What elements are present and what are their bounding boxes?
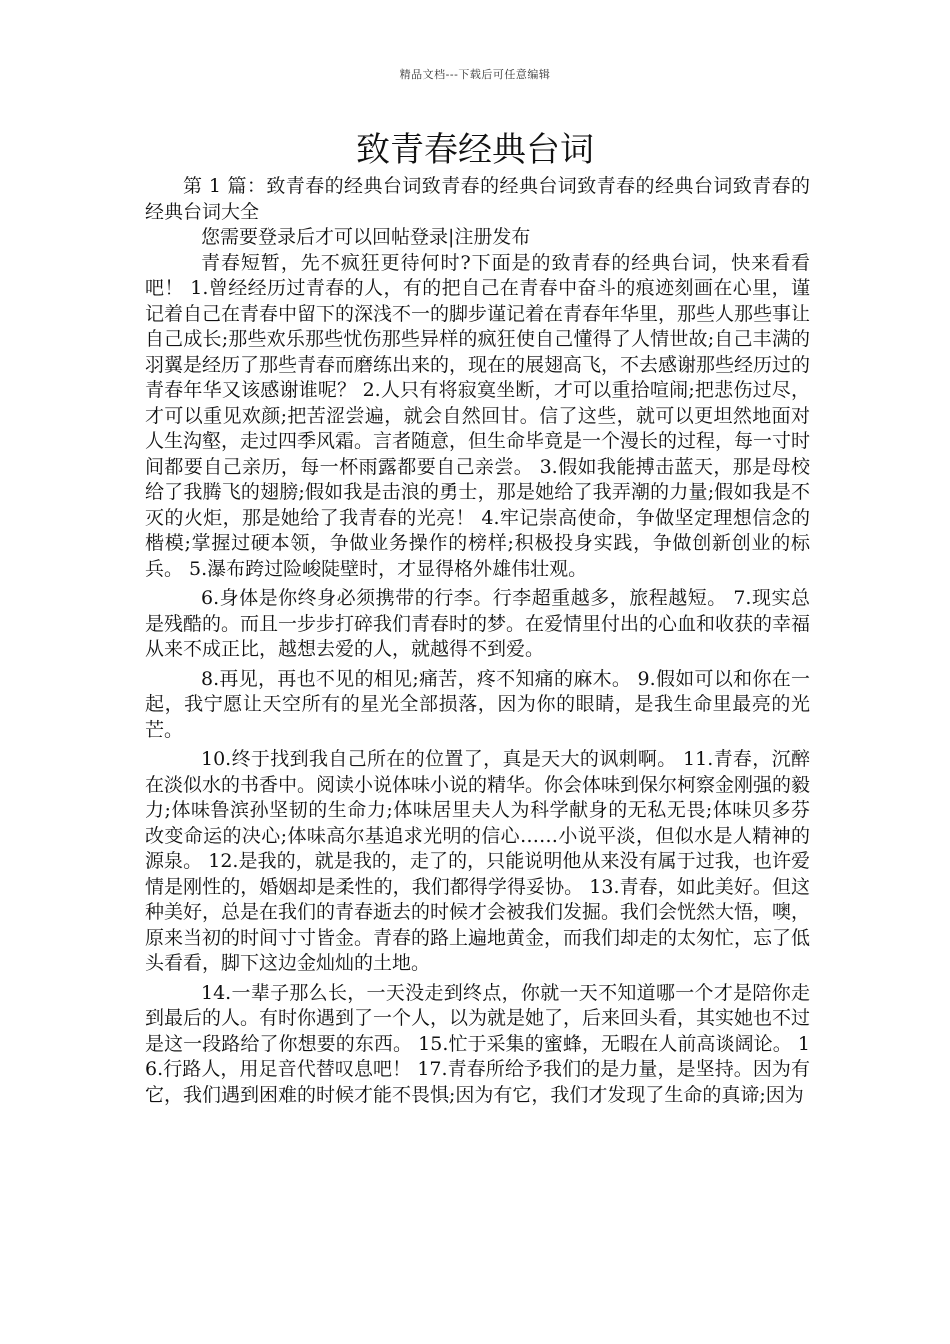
document-body: [145, 174, 810, 1108]
document-title: 致青春经典台词: [356, 130, 594, 170]
paragraph-quotes-1-5: 青春短暂，先不疯狂更待何时?下面是的致青春的经典台词，快来看看吧！ 1.曾经经历过青春的人，有的把自己在青春中奋斗的痕迹刻画在心里，谨记着自己在青春中留下的深浅不一的脚步谨记着在青春年华里，那些人那些事让自己成长;那些欢乐那些忧伤那些异样的疯狂使自己懂得了人情世故;自己丰满的羽翼是经历了那些青春而磨练出来的，现在的展翅高飞，不去感谢那些经历过的青春年华又该感谢谁呢？ 2.人只有将寂寞坐断，才可以重拾喧闹;把悲伤过尽，才可以重见欢颜;把苦涩尝遍，就会自然回甘。信了这些，就可以更坦然地面对人生沟壑，走过四季风霜。言者随意，但生命毕竟是一个漫长的过程，每一寸时间都要自己亲历，每一杯雨露都要自己亲尝。 3.假如我能搏击蓝天，那是母校给了我腾飞的翅膀;假如我是击浪的勇士，那是她给了我弄潮的力量;假如我是不灭的火炬，那是她给了我青春的光亮！ 4.牢记崇高使命，争做坚定理想信念的楷模;掌握过硬本领，争做业务操作的榜样;积极投身实践，争做创新创业的标兵。 5.瀑布跨过险峻陡壁时，才显得格外雄伟壮观。: [145, 251, 811, 580]
paragraph-quotes-14-17: 14.一辈子那么长，一天没走到终点，你就一天不知道哪一个才是陪你走到最后的人。有时你遇到了一个人，以为就是她了，后来回头看，其实她也不过是这一段路给了你想要的东西。 15.忙于采集的蜜蜂，无暇在人前高谈阔论。 16.行路人，用足音代替叹息吧！ 17.青春所给予我们的是力量，是坚持。因为有它，我们遇到困难的时候才能不畏惧;因为有它，我们才发现了生命的真谛;因为: [145, 981, 811, 1106]
header-note: 精品文档---下载后可任意编辑: [399, 68, 551, 81]
paragraph-quotes-8-9: 8.再见，再也不见的相见;痛苦，疼不知痛的麻木。 9.假如可以和你在一起，我宁愿让天空所有的星光全部损落，因为你的眼睛，是我生命里最亮的光芒。: [145, 667, 810, 741]
paragraph-login-notice: 您需要登录后才可以回帖登录|注册发布: [201, 226, 531, 248]
paragraph-quotes-10-13: 10.终于找到我自己所在的位置了，真是天大的讽刺啊。 11.青春，沉醉在淡似水的书香中。阅读小说体味小说的精华。你会体味到保尔柯察金刚强的毅力;体味鲁滨孙坚韧的生命力;体味居里夫人为科学献身的无私无畏;体味贝多芬改变命运的决心;体味高尔基追求光明的信心……小说平淡，但似水是人精神的源泉。 12.是我的，就是我的，走了的，只能说明他从来没有属于过我，也许爱情是刚性的，婚姻却是柔性的，我们都得学得妥协。 13.青春，如此美好。但这种美好，总是在我们的青春逝去的时候才会被我们发掘。我们会恍然大悟，噢，原来当初的时间寸寸皆金。青春的路上遍地黄金，而我们却走的太匆忙，忘了低头看看，脚下这边金灿灿的土地。: [145, 748, 811, 974]
paragraph-quotes-6-7: 6.身体是你终身必须携带的行李。行李超重越多，旅程越短。 7.现实总是残酷的。而且一步步打碎我们青春时的梦。在爱情里付出的心血和收获的幸福从来不成正比，越想去爱的人，就越得不到爱。: [145, 587, 811, 660]
paragraph-intro: 第 1 篇：致青春的经典台词致青春的经典台词致青春的经典台词致青春的经典台词大全: [145, 175, 810, 223]
